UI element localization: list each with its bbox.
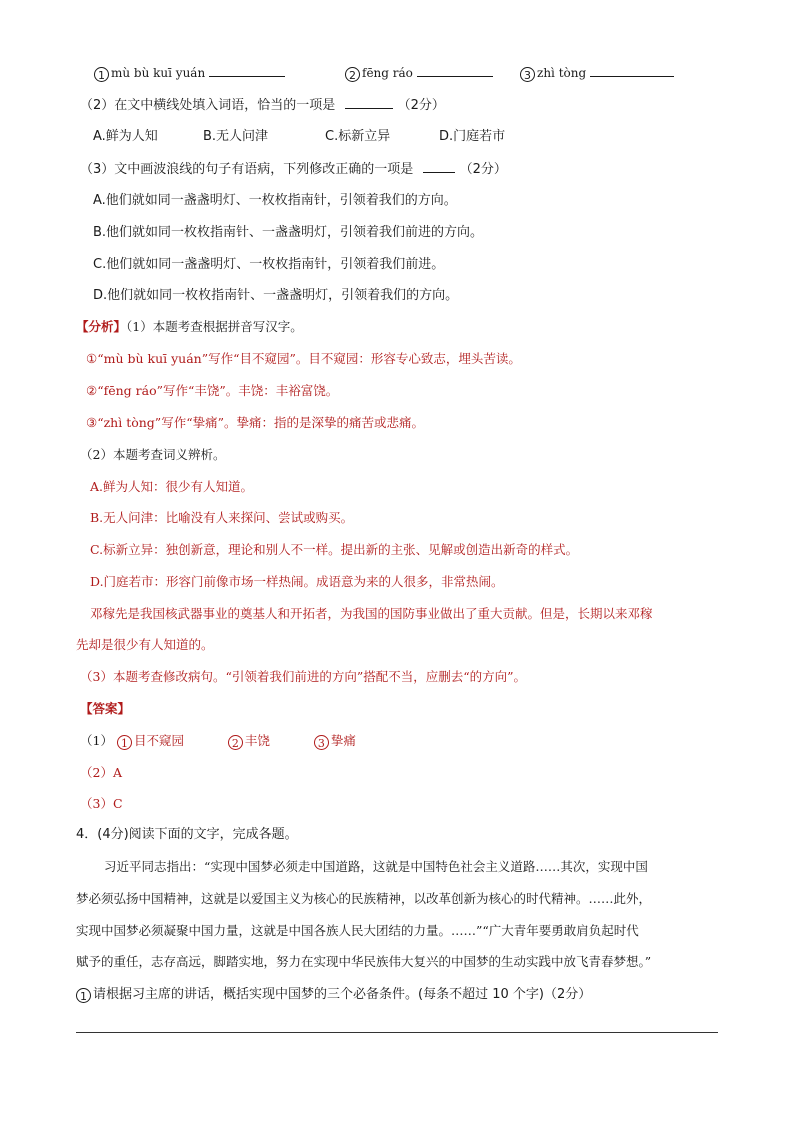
question-3-option-a: A.他们就如同一盏盏明灯、一枚枚指南针，引领着我们的方向。 [93,193,457,208]
question-3-blank[interactable] [423,160,455,173]
analysis-item-3: ③“zhì tòng”写作“挚痛”。挚痛：指的是深挚的痛苦或悲痛。 [86,415,424,430]
question-4-title: 4．(4分)阅读下面的文字，完成各题。 [76,827,298,842]
answer-label: 【答案】 [80,701,131,716]
passage-line-4: 赋予的重任，志存高远，脚踏实地，努力在实现中华民族伟大复兴的中国梦的生动实践中放飞青春梦想。” [76,954,652,969]
answer-line-rule [76,1032,718,1033]
answer-circle-3: 3 [314,735,329,750]
question-2-blank[interactable] [345,96,393,109]
analysis-part-3-text: （3）本题考查修改病句。“引领着我们前进的方向”搭配不当，应删去“的方向”。 [80,669,527,684]
pinyin-text-1: mù bù kuī yuán [111,66,206,80]
answer-blank-3[interactable] [590,64,674,77]
answer-word-2: 丰饶 [244,733,270,748]
analysis-explain-line-1: 邓稼先是我国核武器事业的奠基人和开拓者，为我国的国防事业做出了重大贡献。但是，长期以来邓稼 [90,606,653,621]
question-4-sub-1-text: 请根据习主席的讲话，概括实现中国梦的三个必备条件。(每条不超过 10 个字)（2分） [93,987,592,1002]
answer-row-1-prefix: （1） [80,733,113,748]
pinyin-text-3: zhì tòng [537,66,587,80]
question-3-stem [80,160,507,179]
circle-number-3: 3 [520,67,535,82]
analysis-explain-line-2: 先却是很少有人知道的。 [76,637,214,652]
analysis-option-d: D.门庭若市：形容门前像市场一样热闹。成语意为来的人很多，非常热闹。 [90,574,504,589]
question-4-sub-1-number: 1 [76,988,91,1003]
pinyin-item-3 [520,64,674,83]
answer-circle-1: 1 [117,735,132,750]
answer-row-1 [80,732,356,750]
analysis-part-2: （2）本题考查词义辨析。 [80,447,226,462]
analysis-option-b: B.无人问津：比喻没有人来探问、尝试或购买。 [90,510,354,525]
analysis-option-c: C.标新立异：独创新意，理论和别人不一样。提出新的主张、见解或创造出新奇的样式。 [90,542,579,557]
question-2-text: （2）在文中横线处填入词语，恰当的一项是 [80,98,336,113]
passage-line-3: 实现中国梦必须凝聚中国力量，这就是中国各族人民大团结的力量。……”“广大青年要勇敢肩负起时代 [76,923,639,938]
answer-blank-1[interactable] [209,64,285,77]
pinyin-item-2 [345,64,493,83]
analysis-item-1: ①“mù bù kuī yuán”写作“目不窥园”。目不窥园：形容专心致志，埋头苦读。 [86,351,521,366]
pinyin-item-1 [94,64,285,83]
passage-line-1: 习近平同志指出：“实现中国梦必须走中国道路，这就是中国特色社会主义道路……其次，实现中国 [104,859,648,874]
question-3-score: （2分） [459,162,507,177]
analysis-label: 【分析】 [76,319,127,334]
question-2-stem [80,96,445,115]
question-2-option-d: D.门庭若市 [439,129,506,144]
answer-circle-2: 2 [228,735,243,750]
question-3-option-d: D.他们就如同一枚枚指南针、一盏盏明灯，引领着我们的方向。 [93,288,459,303]
question-2-option-c: C.标新立异 [325,129,391,144]
question-2-option-a: A.鲜为人知 [93,129,158,144]
question-3-text: （3）文中画波浪线的句子有语病，下列修改正确的一项是 [80,162,414,177]
question-2-score: （2分） [397,98,445,113]
answer-word-1: 目不窥园 [133,733,184,748]
analysis-option-a: A.鲜为人知：很少有人知道。 [90,479,254,494]
circle-number-2: 2 [345,67,360,82]
passage-line-2: 梦必须弘扬中国精神，这就是以爱国主义为核心的民族精神，以改革创新为核心的时代精神。……此外， [76,891,652,906]
circle-number-1: 1 [94,67,109,82]
pinyin-text-2: fēng ráo [362,66,413,80]
question-4-sub-1 [76,986,591,1004]
answer-word-3: 挚痛 [330,733,356,748]
answer-row-2: （2）A [80,765,122,780]
answer-row-3: （3）C [80,796,123,811]
analysis-item-2: ②“fēng ráo”写作“丰饶”。丰饶：丰裕富饶。 [86,383,339,398]
question-3-option-c: C.他们就如同一盏盏明灯、一枚枚指南针，引领着我们前进。 [93,257,445,272]
analysis-intro: （1）本题考查根据拼音写汉字。 [126,319,303,334]
question-3-option-b: B.他们就如同一枚枚指南针、一盏盏明灯，引领着我们前进的方向。 [93,225,484,240]
answer-blank-2[interactable] [417,64,493,77]
question-2-option-b: B.无人问津 [203,129,269,144]
analysis-heading [76,318,303,336]
analysis-part-3 [80,668,526,686]
